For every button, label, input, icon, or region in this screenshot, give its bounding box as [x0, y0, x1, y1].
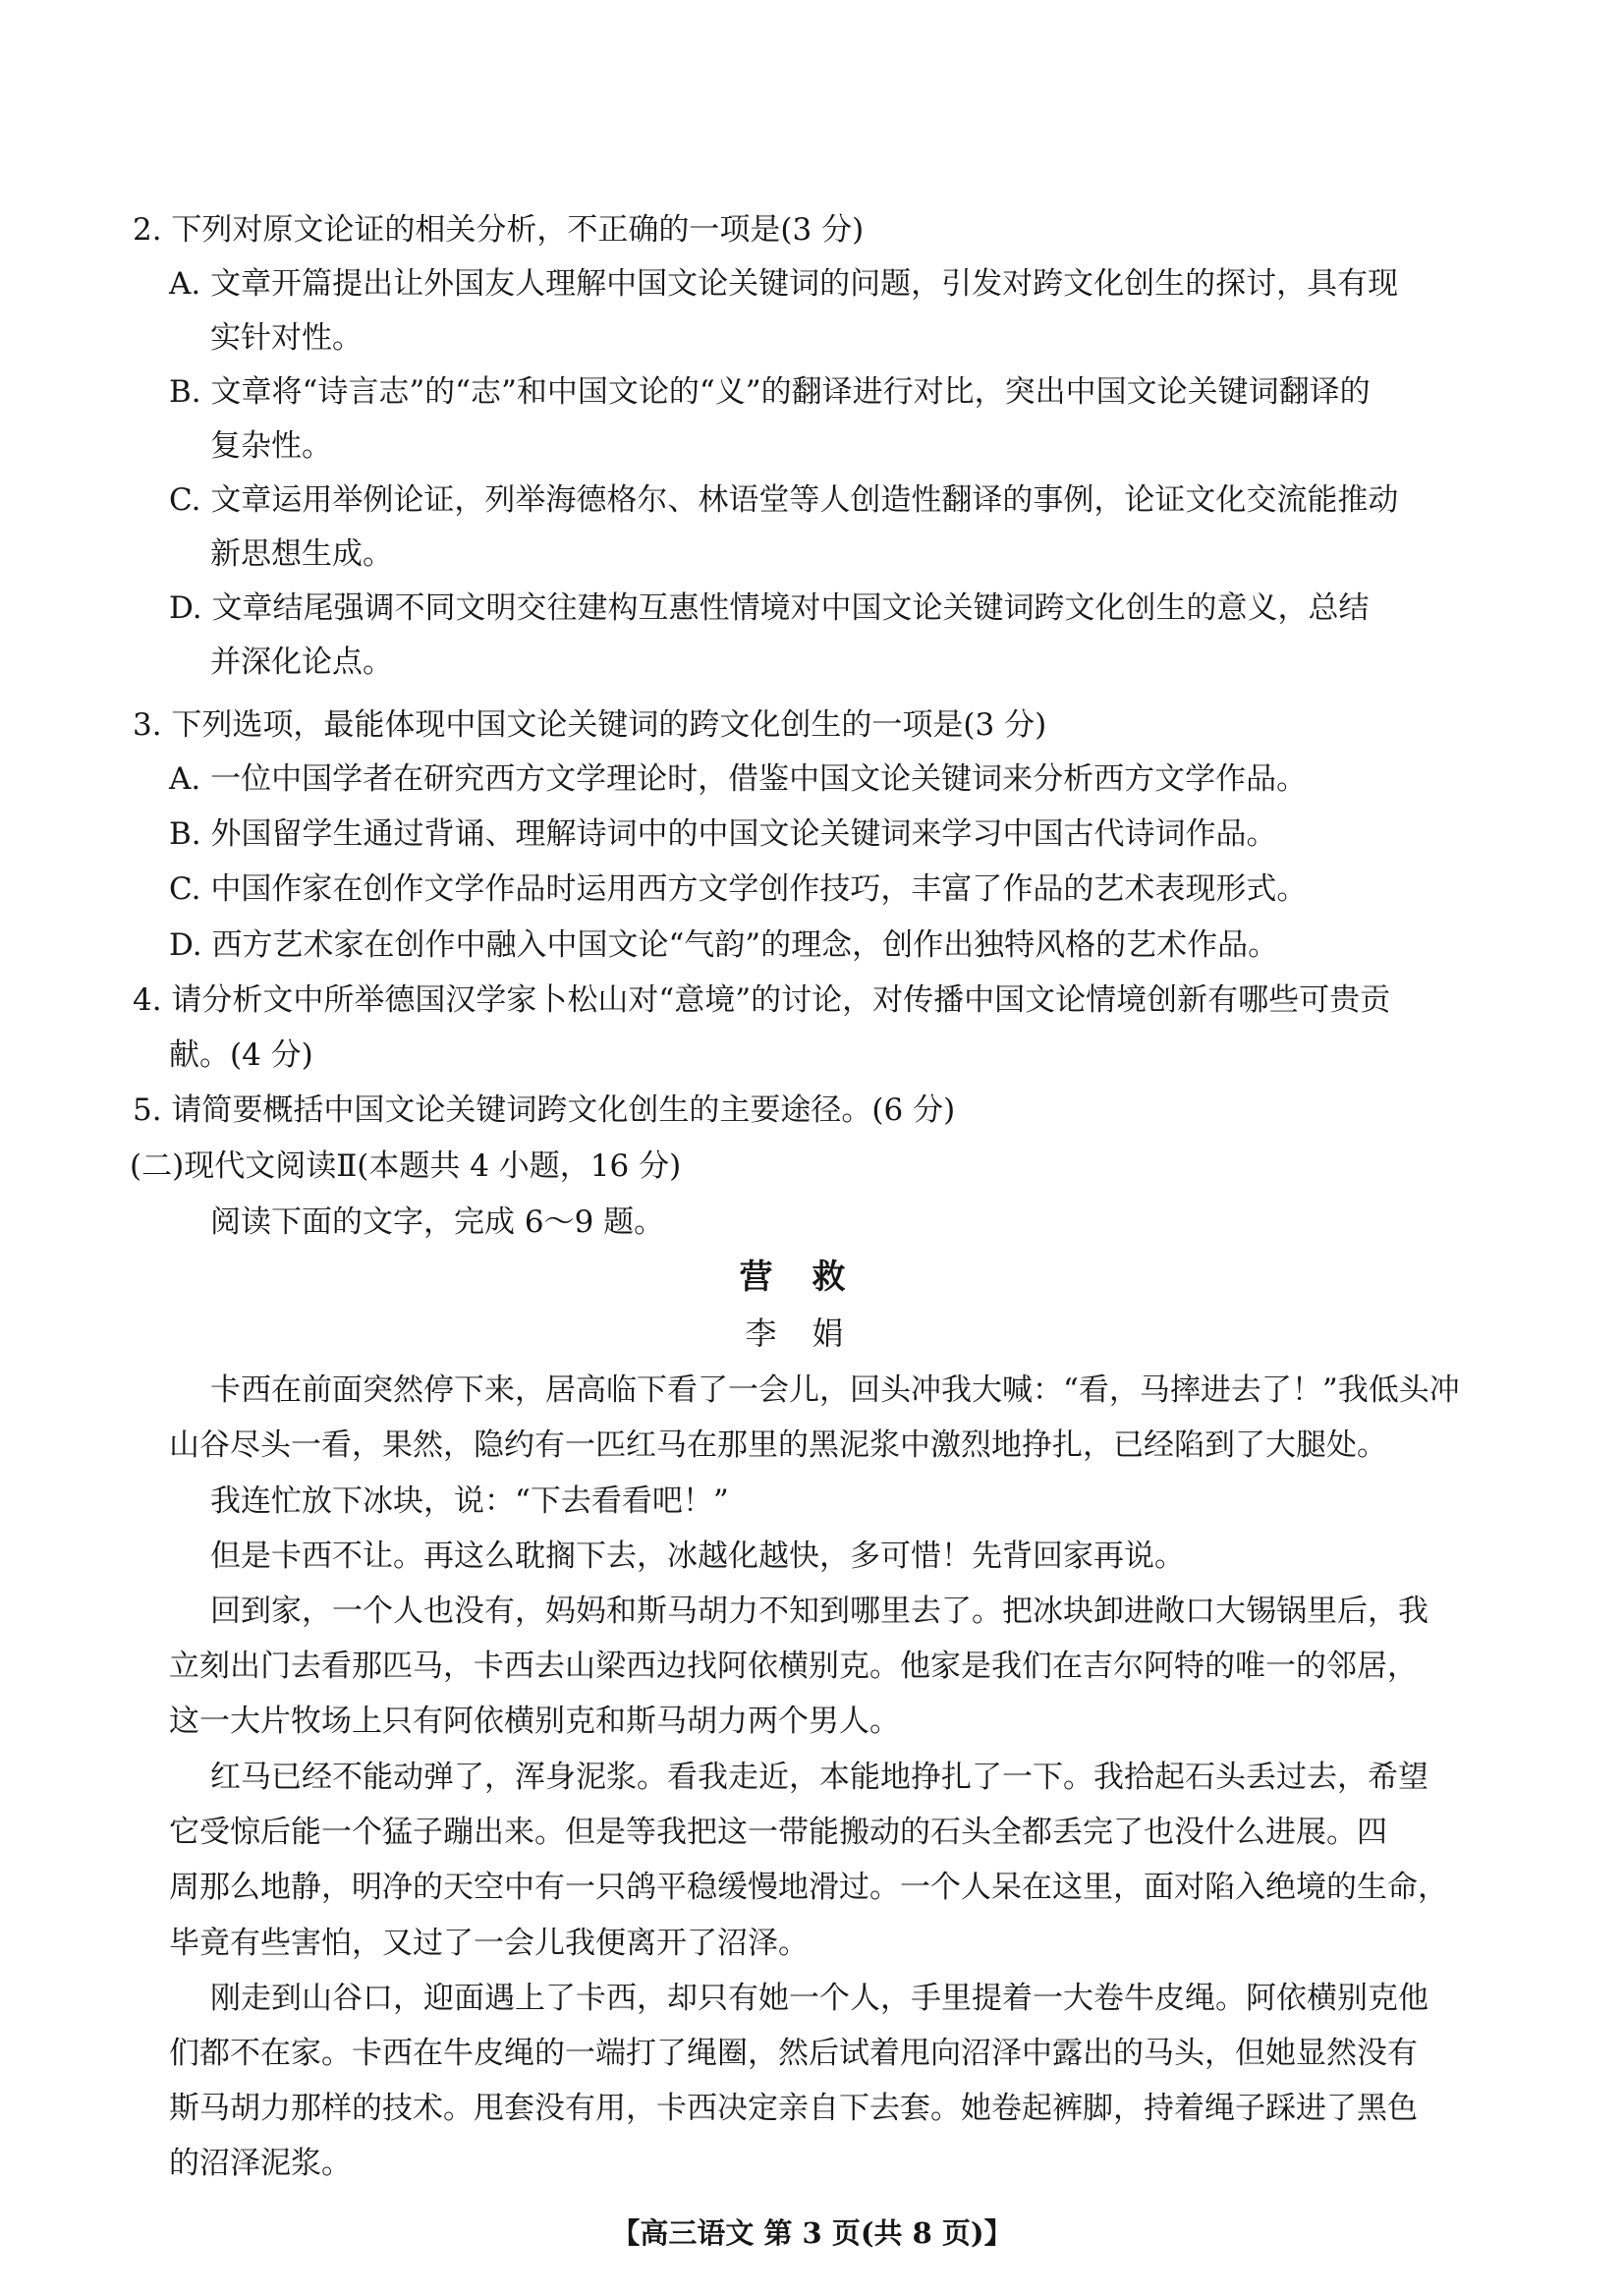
question-3-option-d: D. 西方艺术家在创作中融入中国文论“气韵”的理念，创作出独特风格的艺术作品。 [169, 927, 1279, 963]
story-paragraph-4-line-3: 这一大片牧场上只有阿依横别克和斯马胡力两个男人。 [169, 1704, 900, 1739]
page-footer: 【高三语文 第 3 页(共 8 页)】 [611, 2216, 1013, 2250]
story-paragraph-5-line-1: 红马已经不能动弹了，浑身泥浆。看我走近，本能地挣扎了一下。我拾起石头丢过去，希望 [210, 1760, 1428, 1795]
reading-instruction: 阅读下面的文字，完成 6～9 题。 [210, 1204, 665, 1240]
story-paragraph-6-line-1: 刚走到山谷口，迎面遇上了卡西，却只有她一个人，手里提着一大卷牛皮绳。阿依横别克他 [210, 1981, 1428, 2016]
question-3-stem: 3. 下列选项，最能体现中国文论关键词的跨文化创生的一项是(3 分) [133, 707, 1047, 743]
story-paragraph-6-line-4: 的沼泽泥浆。 [169, 2146, 352, 2181]
question-2-option-d-cont: 并深化论点。 [210, 644, 393, 680]
question-2-option-c: C. 文章运用举例论证，列举海德格尔、林语堂等人创造性翻译的事例，论证文化交流能推动 [169, 482, 1399, 518]
story-paragraph-3: 但是卡西不让。再这么耽搁下去，冰越化越快，多可惜！先背回家再说。 [210, 1539, 1185, 1574]
story-paragraph-6-line-3: 斯马胡力那样的技术。甩套没有用，卡西决定亲自下去套。她卷起裤脚，持着绳子踩进了黑色 [169, 2091, 1418, 2126]
story-paragraph-5-line-2: 它受惊后能一个猛子蹦出来。但是等我把这一带能搬动的石头全都丢完了也没什么进展。四 [169, 1815, 1387, 1850]
story-paragraph-1-line-1: 卡西在前面突然停下来，居高临下看了一会儿，回头冲我大喊：“看，马摔进去了！”我低头冲 [210, 1372, 1460, 1408]
question-2-stem: 2. 下列对原文论证的相关分析，不正确的一项是(3 分) [133, 212, 865, 248]
story-title: 营救 [739, 1258, 885, 1297]
story-paragraph-5-line-4: 毕竟有些害怕，又过了一会儿我便离开了沼泽。 [169, 1926, 809, 1961]
question-2-option-a: A. 文章开篇提出让外国友人理解中国文论关键词的问题，引发对跨文化创生的探讨，具有现 [169, 266, 1399, 302]
question-2-option-c-cont: 新思想生成。 [210, 536, 393, 572]
story-paragraph-4-line-2: 立刻出门去看那匹马，卡西去山梁西边找阿依横别克。他家是我们在吉尔阿特的唯一的邻居， [169, 1649, 1418, 1684]
question-2-option-b: B. 文章将“诗言志”的“志”和中国文论的“义”的翻译进行对比，突出中国文论关键词翻译的 [169, 374, 1371, 410]
question-4-stem: 4. 请分析文中所举德国汉学家卜松山对“意境”的讨论，对传播中国文论情境创新有哪些可贵贡 [133, 982, 1391, 1018]
question-3-option-c: C. 中国作家在创作文学作品时运用西方文学创作技巧，丰富了作品的艺术表现形式。 [169, 871, 1308, 907]
story-paragraph-4-line-1: 回到家，一个人也没有，妈妈和斯马胡力不知到哪里去了。把冰块卸进敞口大锡锅里后，我 [210, 1594, 1428, 1629]
question-4-stem-cont: 献。(4 分) [169, 1037, 313, 1073]
question-2-option-d: D. 文章结尾强调不同文明交往建构互惠性情境对中国文论关键词跨文化创生的意义，总结 [169, 590, 1370, 626]
question-2-option-b-cont: 复杂性。 [210, 428, 332, 464]
question-2-option-a-cont: 实针对性。 [210, 320, 363, 356]
story-paragraph-5-line-3: 周那么地静，明净的天空中有一只鸽平稳缓慢地滑过。一个人呆在这里，面对陷入绝境的生命， [169, 1870, 1448, 1905]
question-3-option-b: B. 外国留学生通过背诵、理解诗词中的中国文论关键词来学习中国古代诗词作品。 [169, 816, 1277, 852]
question-5-stem: 5. 请简要概括中国文论关键词跨文化创生的主要途径。(6 分) [133, 1092, 956, 1128]
story-paragraph-1-line-2: 山谷尽头一看，果然，隐约有一匹红马在那里的黑泥浆中激烈地挣扎，已经陷到了大腿处。 [169, 1427, 1387, 1463]
story-paragraph-2: 我连忙放下冰块，说：“下去看看吧！” [210, 1483, 729, 1519]
question-3-option-a: A. 一位中国学者在研究西方文学理论时，借鉴中国文论关键词来分析西方文学作品。 [169, 761, 1308, 797]
story-author: 李娟 [745, 1315, 879, 1352]
story-paragraph-6-line-2: 们都不在家。卡西在牛皮绳的一端打了绳圈，然后试着甩向沼泽中露出的马头，但她显然没有 [169, 2036, 1418, 2071]
section-heading: (二)现代文阅读Ⅱ(本题共 4 小题，16 分) [130, 1148, 682, 1184]
